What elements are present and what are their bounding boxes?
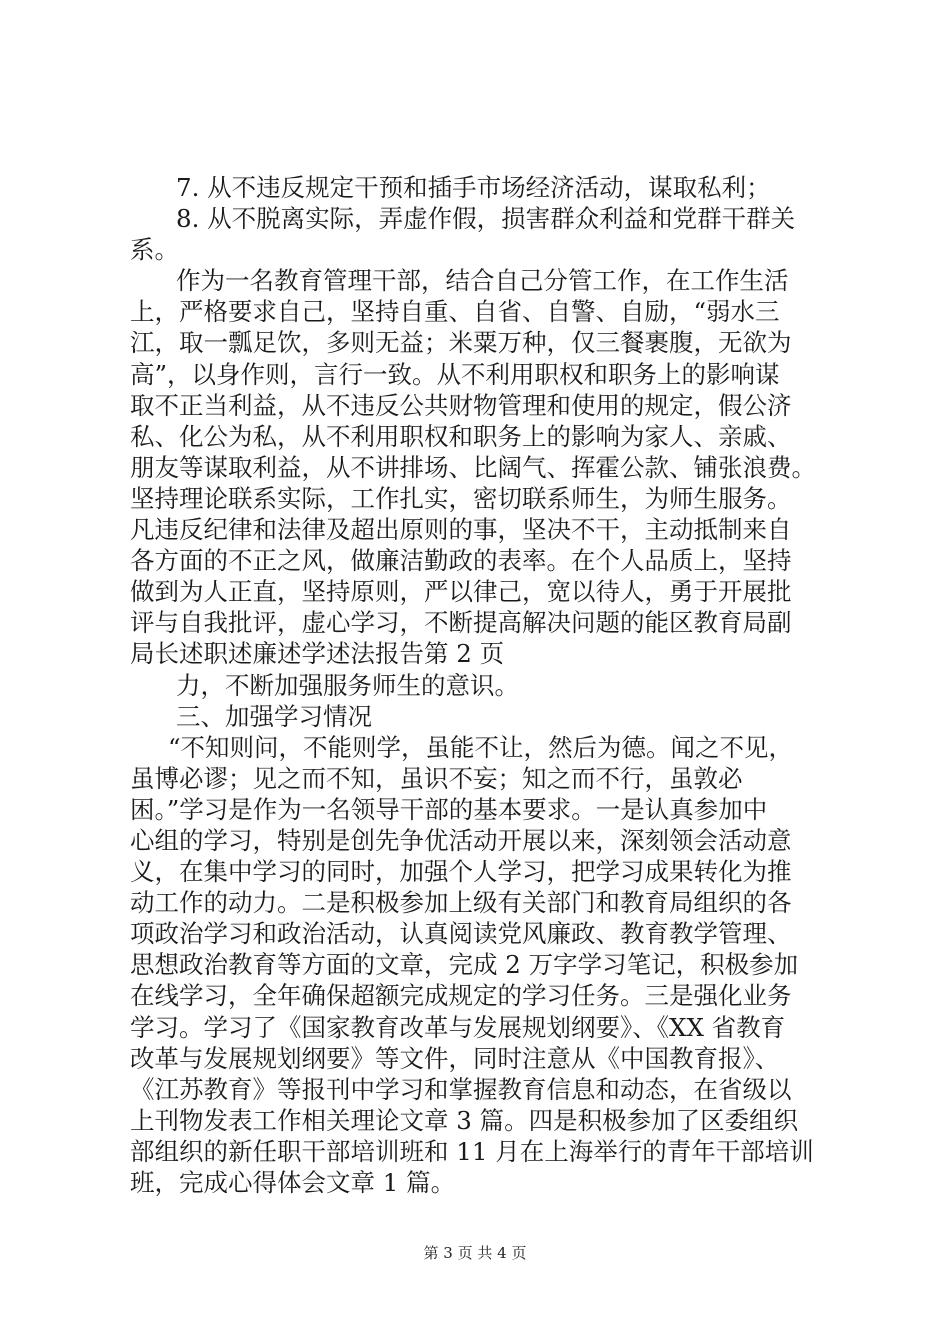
paragraph-line: 学习。学习了《国家教育改革与发展规划纲要》、《XX 省教育 (130, 1012, 786, 1042)
paragraph-line: 思想政治教育等方面的文章，完成 2 万字学习笔记，积极参加 (130, 950, 799, 980)
paragraph-line: 评与自我批评，虚心学习，不断提高解决问题的能区教育局副 (130, 608, 792, 638)
paragraph-line: 作为一名教育管理干部，结合自己分管工作，在工作生活 (176, 266, 789, 296)
paragraph-line: 取不正当利益，从不违反公共财物管理和使用的规定，假公济 (130, 390, 792, 420)
paragraph-line: 心组的学习，特别是创先争优活动开展以来，深刻领会活动意 (130, 825, 792, 855)
page-number-footer: 第 3 页 共 4 页 (423, 1244, 527, 1262)
paragraph-line: 局长述职述廉述学述法报告第 2 页 (130, 639, 505, 669)
document-body (130, 172, 850, 1198)
paragraph-line: 力，不断加强服务师生的意识。 (176, 670, 519, 700)
paragraph-line: “不知则问，不能则学，虽能不让，然后为德。闻之不见， (168, 732, 794, 762)
paragraph-line: 困。”学习是作为一名领导干部的基本要求。一是认真参加中 (130, 794, 768, 824)
paragraph-line: 《江苏教育》等报刊中学习和掌握教育信息和动态，在省级以 (130, 1074, 792, 1104)
paragraph-line: 坚持理论联系实际，工作扎实，密切联系师生，为师生服务。 (130, 483, 792, 513)
paragraph-line: 江，取一瓢足饮，多则无益；米粟万种，仅三餐裹腹，无欲为 (130, 328, 792, 358)
section-heading: 三、加强学习情况 (176, 701, 372, 731)
paragraph-line: 8. 从不脱离实际，弄虚作假，损害群众利益和党群干群关 (176, 204, 796, 234)
paragraph-line: 虽博必谬；见之而不知，虽识不妄；知之而不行，虽敦必 (130, 763, 743, 793)
paragraph-line: 义，在集中学习的同时，加强个人学习，把学习成果转化为推 (130, 857, 792, 887)
paragraph-line: 在线学习，全年确保超额完成规定的学习任务。三是强化业务 (130, 981, 792, 1011)
paragraph-line: 部组织的新任职干部培训班和 11 月在上海举行的青年干部培训 (130, 1136, 814, 1166)
paragraph-line: 各方面的不正之风，做廉洁勤政的表率。在个人品质上，坚持 (130, 546, 792, 576)
paragraph-line: 改革与发展规划纲要》等文件，同时注意从《中国教育报》、 (130, 1043, 780, 1073)
paragraph-line: 做到为人正直，坚持原则，严以律己，宽以待人，勇于开展批 (130, 577, 792, 607)
paragraph-line: 班，完成心得体会文章 1 篇。 (130, 1168, 456, 1197)
paragraph-line: 项政治学习和政治活动，认真阅读党风廉政、教育教学管理、 (130, 919, 792, 949)
paragraph-line: 系。 (130, 235, 179, 265)
paragraph-line: 高”，以身作则，言行一致。从不利用职权和职务上的影响谋 (130, 359, 780, 389)
paragraph-line: 动工作的动力。二是积极参加上级有关部门和教育局组织的各 (130, 888, 792, 918)
paragraph-line: 7. 从不违反规定干预和插手市场经济活动，谋取私利； (176, 173, 771, 202)
paragraph-line: 朋友等谋取利益，从不讲排场、比阔气、挥霍公款、铺张浪费。 (130, 452, 816, 482)
paragraph-line: 上刊物发表工作相关理论文章 3 篇。四是积极参加了区委组织 (130, 1105, 799, 1135)
paragraph-line: 上，严格要求自己，坚持自重、自省、自警、自励，“弱水三 (130, 297, 780, 327)
paragraph-line: 私、化公为私，从不利用职权和职务上的影响为家人、亲戚、 (130, 421, 792, 451)
paragraph-line: 凡违反纪律和法律及超出原则的事，坚决不干，主动抵制来自 (130, 515, 792, 545)
